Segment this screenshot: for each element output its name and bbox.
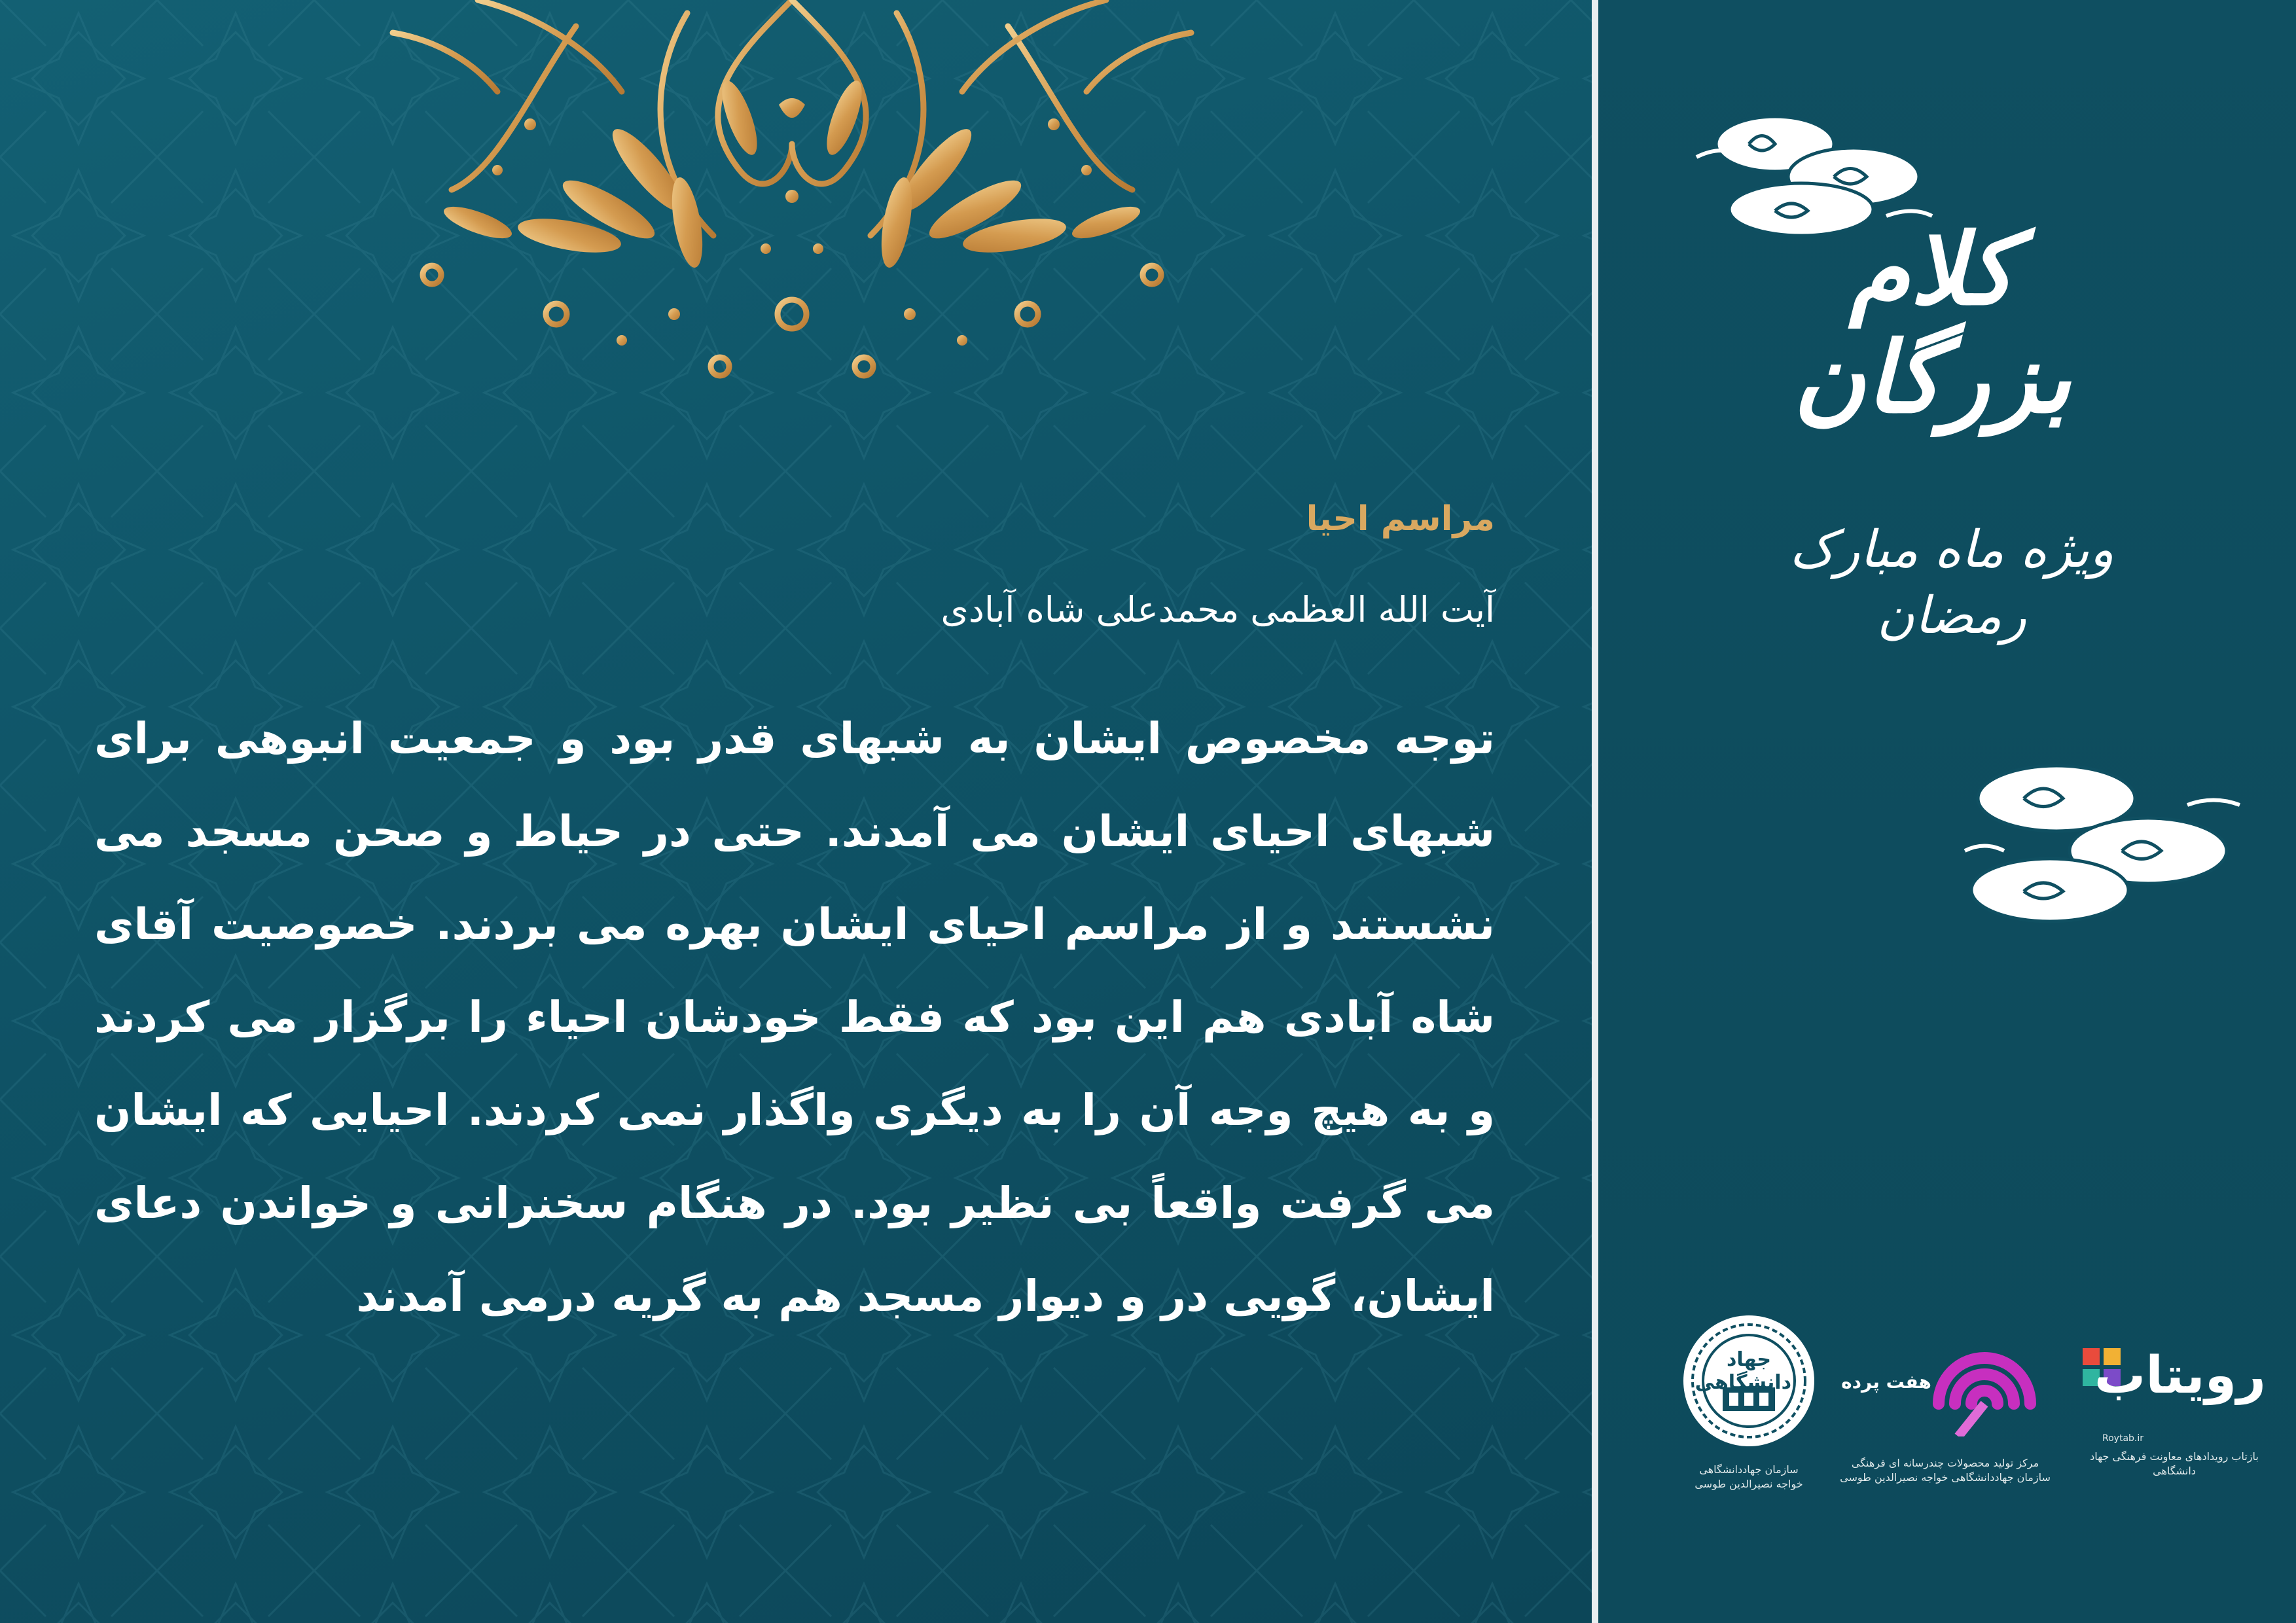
jahad-logo-caption [1644, 1463, 1854, 1492]
section-title: مراسم احیا [1306, 499, 1495, 539]
gold-mandala-ornament [281, 0, 1302, 419]
subtitle-line-1: ویژه ماه مبارک [1789, 520, 2114, 579]
quote-body-text: توجه مخصوص ایشان به شبهای قدر بود و جمعیت انبوهی برای شبهای احیای ایشان می آمدند. حتی در حیاط و صحن مسجد می نشستند و از مراسم احیای ایشان بهره می بردند. خصوصیت آقای شاه آبادی هم این بود که فقط خودشان احیاء را برگزار می کردند و به هیچ وجه آن را به دیگری واگذار نمی کردند. احیایی که ایشان می گرفت واقعاً بی نظیر بود. در هنگام سخنرانی و خواندن دعای ایشان، گویی در و دیوار مسجد هم به گریه درمی آمدند [94, 713, 1495, 1321]
side-panel [1598, 0, 2296, 1623]
roytab-url: Roytab.ir [2102, 1433, 2144, 1444]
page-title: کلام بزرگان [1793, 212, 2072, 435]
haft-pardeh-caption-line-2: سازمان جهاددانشگاهی خواجه نصیرالدین طوسی [1840, 1471, 2051, 1484]
jahad-daneshgahi-logo [1670, 1309, 1827, 1466]
haft-pardeh-logo-name: هفت پرده [1841, 1371, 1931, 1393]
jahad-caption-line-2: خواجه نصیرالدین طوسی [1695, 1478, 1803, 1491]
jahad-caption-line-1: سازمان جهاددانشگاهی [1699, 1463, 1799, 1476]
haft-pardeh-caption-line-1: مرکز تولید محصولات چندرسانه ای فرهنگی [1851, 1457, 2039, 1469]
roytab-logo-caption [2070, 1450, 2279, 1479]
haft-pardeh-logo-caption [1834, 1456, 2056, 1486]
roytab-caption-line-1: بازتاب رویدادهای معاونت فرهنگی جهاد دانشگاهی [2090, 1450, 2259, 1478]
cloud-ornament-bottom-icon [1952, 753, 2246, 936]
panel-divider [1592, 0, 1598, 1623]
jahad-logo-name: جهاد دانشگاهی [1695, 1348, 1791, 1394]
subtitle-line-2: رمضان [1876, 586, 2027, 646]
page-subtitle [1755, 517, 2148, 650]
roytab-logo [2070, 1335, 2279, 1466]
author-name: آیت الله العظمی محمدعلی شاه آبادی [941, 589, 1495, 630]
haft-pardeh-logo [1834, 1306, 2056, 1463]
haft-pardeh-logo-icon [1919, 1306, 2050, 1436]
roytab-logo-name: رویتاب [2094, 1346, 2266, 1405]
